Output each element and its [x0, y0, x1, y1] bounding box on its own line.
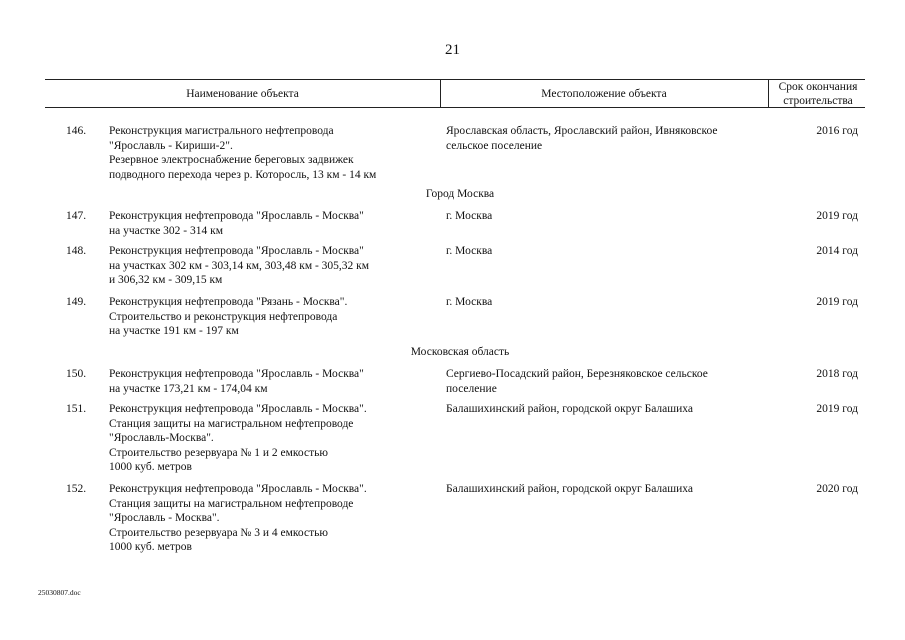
column-header-deadline: Срок окончания строительства	[778, 81, 858, 107]
row-location: г. Москва	[446, 296, 493, 308]
row-number: 149.	[66, 296, 87, 308]
footer-filename: 25030807.doc	[38, 588, 81, 597]
row-location: Сергиево-Посадский район, Березняковское сельское поселение	[446, 368, 708, 395]
column-header-name: Наименование объекта	[186, 88, 299, 100]
row-object-name: Реконструкция нефтепровода "Ярославль - Москва". Станция защиты на магистральном нефтепроводе "Ярославль-Москва". Строительство резервуара № 1 и 2 емкостью 1000 куб. метров	[109, 403, 367, 473]
row-number: 152.	[66, 483, 87, 495]
row-object-name: Реконструкция нефтепровода "Ярославль - Москва" на участках 302 км - 303,14 км, 303,48 км - 305,32 км и 306,32 км - 309,15 км	[109, 245, 370, 286]
header-top-rule	[45, 79, 865, 80]
header-bottom-rule	[45, 107, 865, 108]
row-number: 150.	[66, 368, 87, 380]
row-year: 2019 год	[816, 296, 858, 308]
row-number: 146.	[66, 125, 87, 137]
row-year: 2019 год	[816, 403, 858, 415]
row-year: 2019 год	[816, 210, 858, 222]
row-year: 2014 год	[816, 245, 858, 257]
section-heading-moscow-city: Город Москва	[425, 188, 495, 200]
row-number: 151.	[66, 403, 87, 415]
page-number: 21	[445, 42, 460, 58]
row-object-name: Реконструкция нефтепровода "Ярославль - Москва". Станция защиты на магистральном нефтепроводе "Ярославль - Москва". Строительство резервуара № 3 и 4 емкостью 1000 куб. метров	[109, 483, 367, 553]
row-object-name: Реконструкция нефтепровода "Ярославль - Москва" на участке 302 - 314 км	[109, 210, 364, 237]
row-location: Балашихинский район, городской округ Балашиха	[446, 483, 693, 495]
row-object-name: Реконструкция магистрального нефтепровода "Ярославль - Кириши-2". Резервное электроснабжение береговых задвижек подводного перехода через р. Которосль, 13 км - 14 км	[109, 125, 377, 181]
row-number: 148.	[66, 245, 87, 257]
column-header-location: Местоположение объекта	[541, 88, 667, 100]
row-location: Балашихинский район, городской округ Балашиха	[446, 403, 693, 415]
row-year: 2016 год	[816, 125, 858, 137]
row-location: г. Москва	[446, 210, 493, 222]
row-location: Ярославская область, Ярославский район, Ивняковское сельское поселение	[446, 125, 718, 152]
row-year: 2018 год	[816, 368, 858, 380]
row-location: г. Москва	[446, 245, 493, 257]
section-heading-moscow-region: Московская область	[410, 346, 510, 358]
row-number: 147.	[66, 210, 87, 222]
row-object-name: Реконструкция нефтепровода "Ярославль - Москва" на участке 173,21 км - 174,04 км	[109, 368, 364, 395]
row-object-name: Реконструкция нефтепровода "Рязань - Москва". Строительство и реконструкция нефтепровода на участке 191 км - 197 км	[109, 296, 348, 337]
row-year: 2020 год	[816, 483, 858, 495]
